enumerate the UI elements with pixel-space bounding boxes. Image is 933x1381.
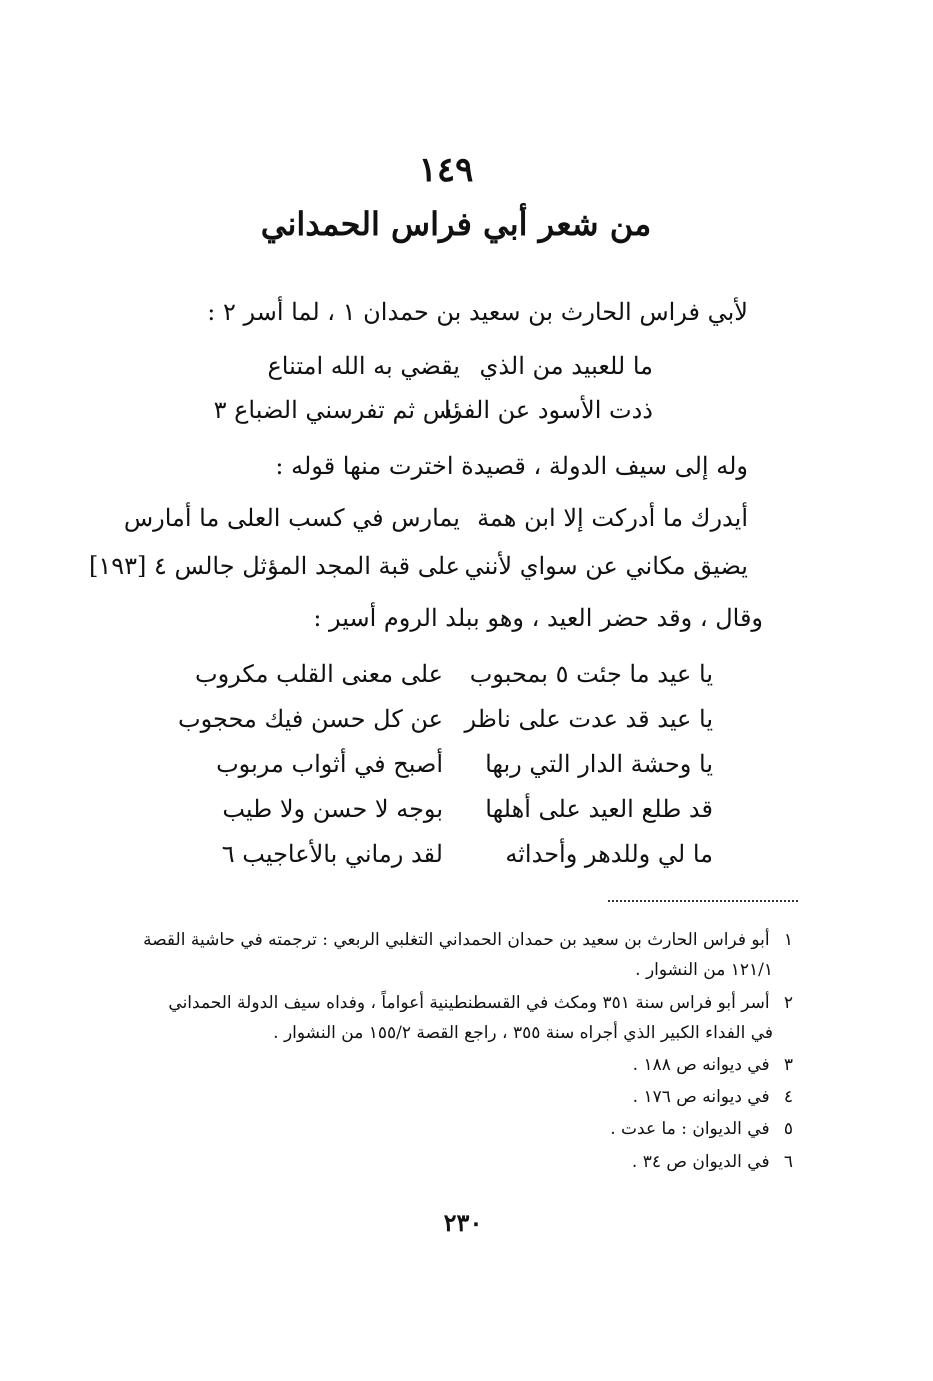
hemistich-first: ما لي وللدهر وأحداثه [505,840,713,868]
hemistich-first: ما للعبيد من الذي [479,352,653,380]
footnote-text: في الديوان : ما عدت . [610,1119,770,1139]
hemistich-first: أيدرك ما أدركت إلا ابن همة [477,504,748,532]
hemistich-first: يا عيد قد عدت على ناظر [464,705,713,733]
hemistich-first: ذدت الأسود عن الفرا [443,396,653,424]
hemistich-first: يا وحشة الدار التي ربها [485,750,713,778]
hemistich-first: قد طلع العيد على أهلها [485,795,713,823]
hemistich-second: لقد رماني بالأعاجيب ٦ [221,840,443,868]
page-number: ٢٣٠ [443,1208,483,1237]
intro-paragraph-2: وله إلى سيف الدولة ، قصيدة اخترت منها قوله : [275,452,748,480]
footnote-2-continued [273,1023,773,1043]
hemistich-second: يمارس في كسب العلى ما أمارس [123,504,460,532]
hemistich-second: أصبح في أثواب مربوب [216,750,443,778]
footnote-text: أبو فراس الحارث بن سعيد بن حمدان الحمداني التغلبي الربعي : ترجمته في حاشية القصة [143,930,770,950]
footnote-number: ٣ [783,1055,793,1075]
footnote-number: ١ [783,930,793,950]
hemistich-first: يا عيد ما جئت ٥ بمحبوب [469,660,713,688]
hemistich-second: ئس ثم تفرسني الضباع ٣ [213,396,460,424]
footnote-text: في الفداء الكبير الذي أجراه سنة ٣٥٥ ، راجع القصة ١٥٥/٢ من النشوار . [273,1023,773,1043]
footnote-1 [143,930,793,950]
footnote-text: ١٢١/١ من النشوار . [635,960,773,980]
intro-paragraph-3: وقال ، وقد حضر العيد ، وهو ببلد الروم أسير : [313,604,763,632]
footnote-5 [610,1119,793,1139]
footnote-divider [608,900,798,902]
hemistich-second: عن كل حسن فيك محجوب [178,705,443,733]
footnote-6 [632,1152,793,1172]
footnote-number: ٤ [783,1087,793,1107]
footnote-text: في ديوانه ص ١٨٨ . [632,1055,770,1075]
footnote-text: في ديوانه ص ١٧٦ . [632,1087,770,1107]
footnote-3 [633,1055,793,1075]
footnote-text: في الديوان ص ٣٤ . [631,1152,770,1172]
footnote-number: ٥ [783,1119,793,1139]
intro-paragraph-1: لأبي فراس الحارث بن سعيد بن حمدان ١ ، لما أسر ٢ : [207,298,748,326]
hemistich-second: يقضي به الله امتناع [267,352,460,380]
hemistich-second: بوجه لا حسن ولا طيب [222,795,443,823]
footnote-1-continued [635,960,773,980]
section-number: ١٤٩ [418,150,474,190]
hemistich-second: على معنى القلب مكروب [194,660,443,688]
section-title: من شعر أبي فراس الحمداني [260,205,652,243]
footnote-number: ٢ [783,993,793,1013]
footnote-4 [633,1087,793,1107]
footnote-text: أسر أبو فراس سنة ٣٥١ ومكث في القسطنطينية أعواماً ، وفداه سيف الدولة الحمداني [168,993,770,1013]
hemistich-second: على قبة المجد المؤثل جالس ٤ [١٩٣] [88,552,460,580]
footnote-number: ٦ [783,1152,793,1172]
footnote-2 [168,993,793,1013]
hemistich-first: يضيق مكاني عن سواي لأنني [464,552,748,580]
